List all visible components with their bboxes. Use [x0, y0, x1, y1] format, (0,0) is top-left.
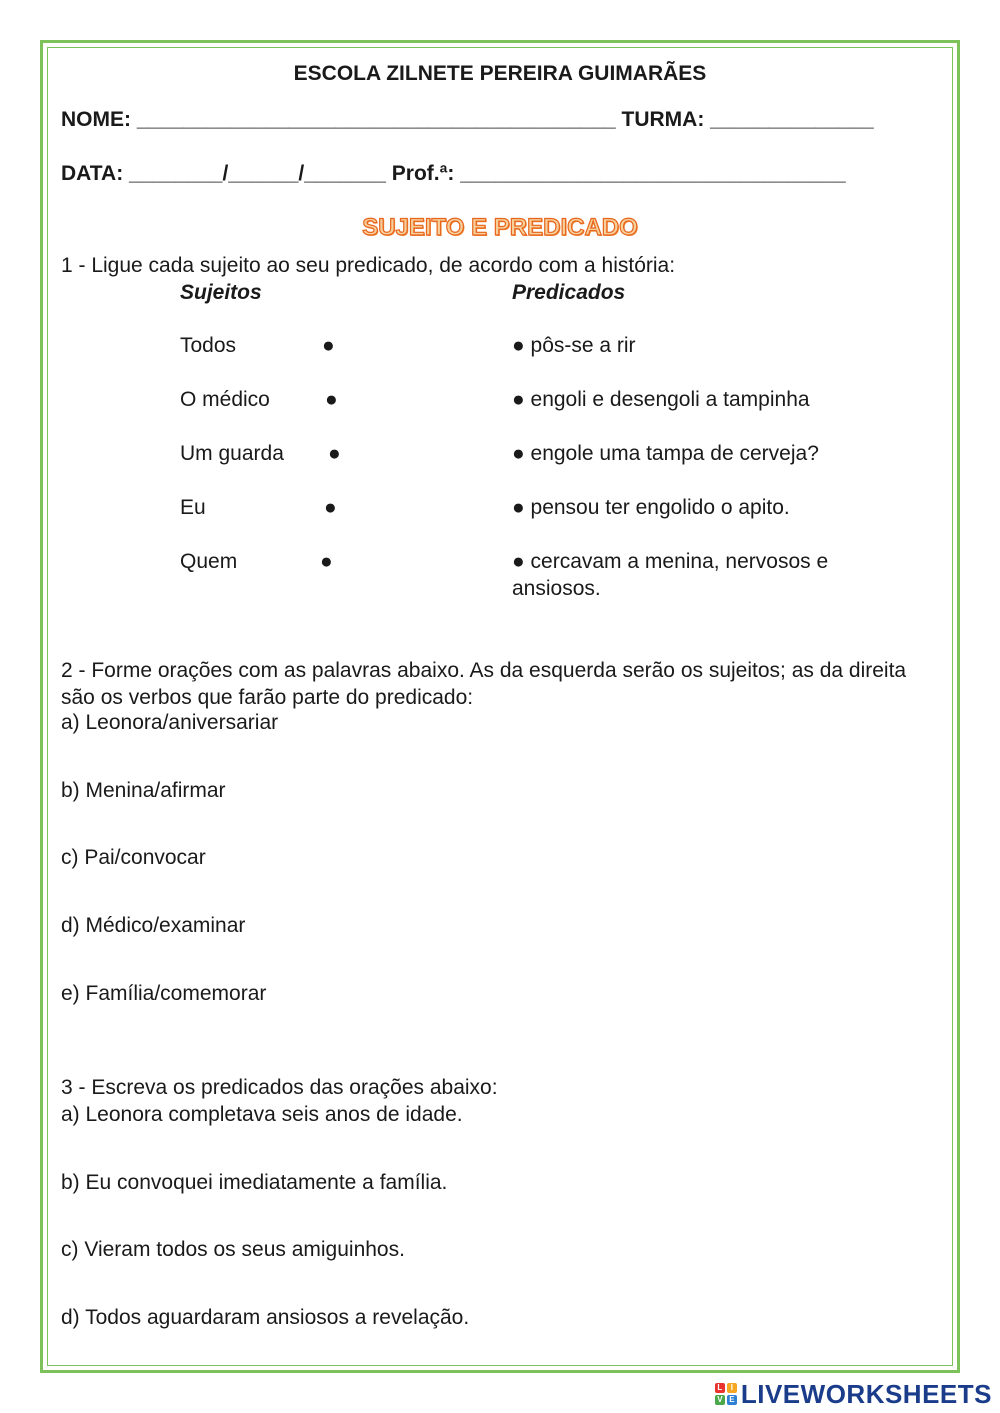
liveworksheets-logo [715, 1378, 992, 1410]
q3-item: d) Todos aguardaram ansiosos a revelação. [61, 1306, 470, 1329]
subject-connector-dot[interactable]: ● [328, 442, 341, 465]
predicate-item[interactable]: ● engole uma tampa de cerveja? [512, 442, 819, 465]
brand-text: LIVEWORKSHEETS [740, 1378, 992, 1409]
q2-prompt: 2 - Forme orações com as palavras abaixo. As da esquerda serão os sujeitos; as da direita são os verbos que farão parte do predicado: [61, 659, 907, 709]
predicate-item[interactable]: ● pôs-se a rir [512, 334, 636, 357]
subject-item: Todos [180, 334, 237, 357]
date-line: DATA: ________/______/_______ Prof.ª: _________________________________ [61, 162, 846, 185]
logo-badge-icon: L I V E [715, 1383, 737, 1405]
subject-connector-dot[interactable]: ● [325, 388, 338, 411]
q2-item: b) Menina/afirmar [61, 779, 226, 802]
q2-item: e) Família/comemorar [61, 982, 267, 1005]
predicates-header: Predicados [512, 281, 626, 304]
predicate-item[interactable]: ● engoli e desengoli a tampinha [512, 388, 810, 411]
q3-item: c) Vieram todos os seus amiguinhos. [61, 1238, 405, 1261]
q2-item: c) Pai/convocar [61, 846, 206, 869]
subject-connector-dot[interactable]: ● [324, 496, 337, 519]
subject-item: Um guarda [180, 442, 284, 465]
name-line: NOME: _________________________________________ TURMA: ______________ [61, 108, 874, 131]
predicate-item[interactable]: ● cercavam a menina, nervosos e ansiosos. [512, 550, 829, 600]
subject-item: Quem [180, 550, 238, 573]
subject-item: Eu [180, 496, 206, 519]
q3-item: b) Eu convoquei imediatamente a família. [61, 1171, 448, 1194]
subject-connector-dot[interactable]: ● [322, 334, 335, 357]
subject-item: O médico [180, 388, 270, 411]
q3-prompt: 3 - Escreva os predicados das orações abaixo: [61, 1076, 498, 1099]
q3-item: a) Leonora completava seis anos de idade. [61, 1103, 463, 1126]
school-name: ESCOLA ZILNETE PEREIRA GUIMARÃES [293, 62, 707, 85]
worksheet-title: SUJEITO E PREDICADO [362, 214, 638, 241]
subjects-header: Sujeitos [180, 281, 262, 304]
predicate-item[interactable]: ● pensou ter engolido o apito. [512, 496, 790, 519]
q2-item: d) Médico/examinar [61, 914, 246, 937]
subject-connector-dot[interactable]: ● [320, 550, 333, 573]
q2-item: a) Leonora/aniversariar [61, 711, 279, 734]
q1-prompt: 1 - Ligue cada sujeito ao seu predicado, de acordo com a história: [61, 254, 676, 277]
